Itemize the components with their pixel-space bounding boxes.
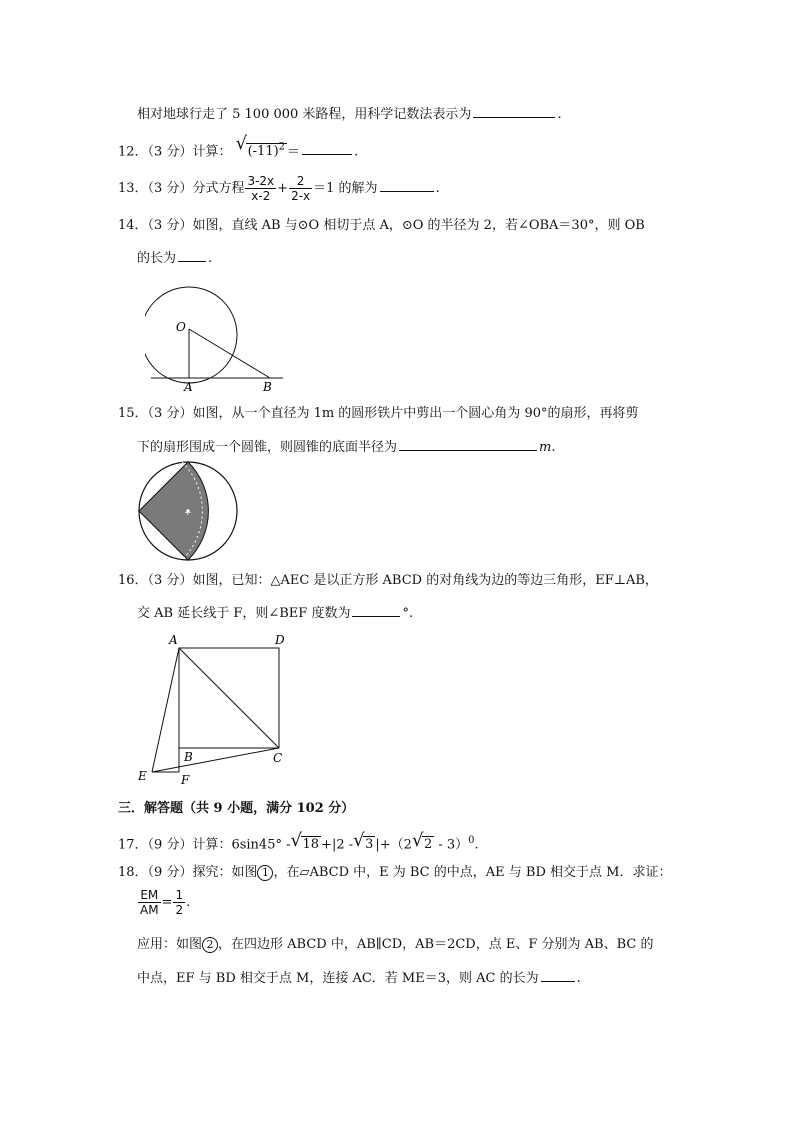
- q17: [118, 832, 479, 854]
- q17-exponent: 0: [468, 835, 475, 846]
- q15-line2-text: 下的扇形围成一个圆锥，则圆锥的底面半径为: [137, 440, 398, 455]
- q14-segment-ob: [189, 329, 270, 378]
- q16-side-ae: [152, 648, 179, 772]
- q15-end: .: [551, 440, 556, 455]
- q16-label-d: D: [275, 633, 285, 647]
- q11-answer-blank[interactable]: [473, 105, 555, 118]
- q13-number: 13．（3 分）分式方程: [118, 181, 245, 196]
- q13: [118, 174, 440, 203]
- q14-label-b: B: [263, 380, 272, 394]
- q18-half-numerator: 1: [175, 888, 184, 902]
- q14-label-a: A: [184, 380, 193, 394]
- q17-sqrt-2: [412, 836, 434, 854]
- q16-answer-blank[interactable]: [352, 604, 400, 617]
- q17-sqrt-18: [291, 836, 322, 854]
- q17-radicand-1: 18: [302, 837, 320, 853]
- q18-line3-b: ，在四边形 ABCD 中，AB∥CD，AB＝2CD，点 E、F 分别为 AB、BC 的: [218, 937, 654, 952]
- q13-f1-denominator: x-2: [251, 189, 271, 203]
- q13-f1-numerator: 3-2x: [247, 174, 275, 188]
- q18-line4-text: 中点，EF 与 BD 相交于点 M，连接 AC．若 ME＝3，则 AC 的长为: [137, 971, 539, 986]
- q11-text: 相对地球行走了 5 100 000 米路程，用科学记数法表示为: [137, 107, 472, 122]
- q16-diagonal-ac: [179, 648, 279, 748]
- q18-line1-a: 18．（9 分）探究：如图: [118, 865, 258, 880]
- q16-end: .: [408, 606, 414, 621]
- q13-tail: ＝1 的解为: [313, 181, 378, 196]
- q18-line3-a: 应用：如图: [137, 937, 203, 952]
- q16-label-e: E: [138, 769, 147, 783]
- q16-line1: 16．（3 分）如图，已知：△AEC 是以正方形 ABCD 的对角线为边的等边三角形，EF⊥AB，: [118, 573, 658, 588]
- q13-fraction-1: [245, 174, 276, 203]
- q18-figure-1-marker: 1: [257, 865, 273, 881]
- q16-label-c: C: [273, 751, 283, 765]
- q17-mid2: |+（2: [375, 837, 412, 853]
- q12-number: 12．（3 分）计算：: [118, 144, 232, 160]
- q18-frac-numerator: EM: [138, 888, 161, 903]
- q18-half-denominator: 2: [175, 903, 184, 917]
- q15-center-mark: +: [184, 508, 192, 518]
- q14-line2: [137, 249, 212, 268]
- q16-label-b: B: [184, 750, 193, 764]
- q12-radicand: (-11): [247, 144, 279, 160]
- q14-circle: [145, 287, 237, 383]
- q11-continuation: [137, 105, 562, 124]
- q14-answer-blank[interactable]: [178, 249, 206, 262]
- q18-end: .: [186, 895, 191, 910]
- q18-equals: =: [161, 895, 173, 910]
- q16-side-ec: [152, 748, 279, 772]
- q16-line2: [137, 604, 413, 623]
- q15-line1: 15．（3 分）如图，从一个直径为 1m 的圆形铁片中剪出一个圆心角为 90°的扇形，再将剪: [118, 406, 639, 421]
- q13-f2-numerator: 2: [289, 174, 312, 189]
- q16-line2-text: 交 AB 延长线于 F，则∠BEF 度数为: [137, 606, 351, 621]
- section-3-title: 三．解答题（共 9 小题，满分 102 分）: [118, 801, 355, 816]
- q18-line4: [137, 969, 581, 988]
- q15-answer-blank[interactable]: [399, 438, 537, 451]
- q14-label-o: O: [176, 320, 186, 334]
- q18-figure-2-marker: 2: [202, 937, 218, 953]
- q14-line2-text: 的长为: [137, 251, 177, 266]
- q14-end: .: [208, 251, 213, 266]
- q18-line1-b: ，在▱ABCD 中，E 为 BC 的中点，AE 与 BD 相交于点 M．求证：: [273, 865, 672, 880]
- q16-label-a: A: [169, 633, 178, 647]
- q12-end: .: [354, 144, 359, 160]
- q18-end2: .: [576, 971, 581, 986]
- q12-answer-blank[interactable]: [302, 142, 352, 155]
- q13-f2-denominator: 2-x: [291, 189, 311, 203]
- q18-fraction-em-am: [138, 888, 161, 917]
- q14-figure: [145, 285, 290, 395]
- q12-equals: ＝: [287, 144, 301, 160]
- q18-line3: [137, 936, 653, 954]
- q18-line2: [137, 888, 190, 917]
- q15-line2: [137, 438, 555, 457]
- q16-unit: °: [402, 606, 409, 621]
- q16-label-f: F: [181, 773, 190, 787]
- q15-sector: [139, 462, 208, 560]
- q12-sqrt: [236, 139, 287, 161]
- q11-end: .: [557, 107, 562, 122]
- q18-frac-denominator: AM: [140, 903, 159, 917]
- q17-end: .: [474, 837, 479, 853]
- q13-end: .: [435, 181, 440, 196]
- q13-answer-blank[interactable]: [380, 179, 434, 192]
- q15-figure: [136, 460, 240, 564]
- q13-fraction-2: [289, 174, 312, 203]
- q18-answer-blank[interactable]: [541, 969, 575, 982]
- q17-radicand-3: 2: [423, 837, 433, 853]
- q16-figure: [134, 630, 294, 790]
- q18-fraction-half: [173, 888, 185, 917]
- q14-line1: 14．（3 分）如图，直线 AB 与⊙O 相切于点 A，⊙O 的半径为 2，若∠OBA＝30°，则 OB: [118, 218, 645, 233]
- q18-line1: [118, 864, 671, 882]
- q15-unit: m: [539, 440, 552, 455]
- q12: [118, 139, 358, 161]
- q17-prefix: 17．（9 分）计算：6sin45° -: [118, 837, 291, 853]
- q13-plus: +: [277, 181, 289, 196]
- q17-mid: +|2 -: [321, 837, 354, 853]
- q12-exponent: 2: [278, 142, 286, 153]
- q17-radicand-2: 3: [365, 837, 374, 853]
- q17-sqrt-3: [353, 836, 375, 854]
- q17-tail: - 3）: [434, 837, 469, 853]
